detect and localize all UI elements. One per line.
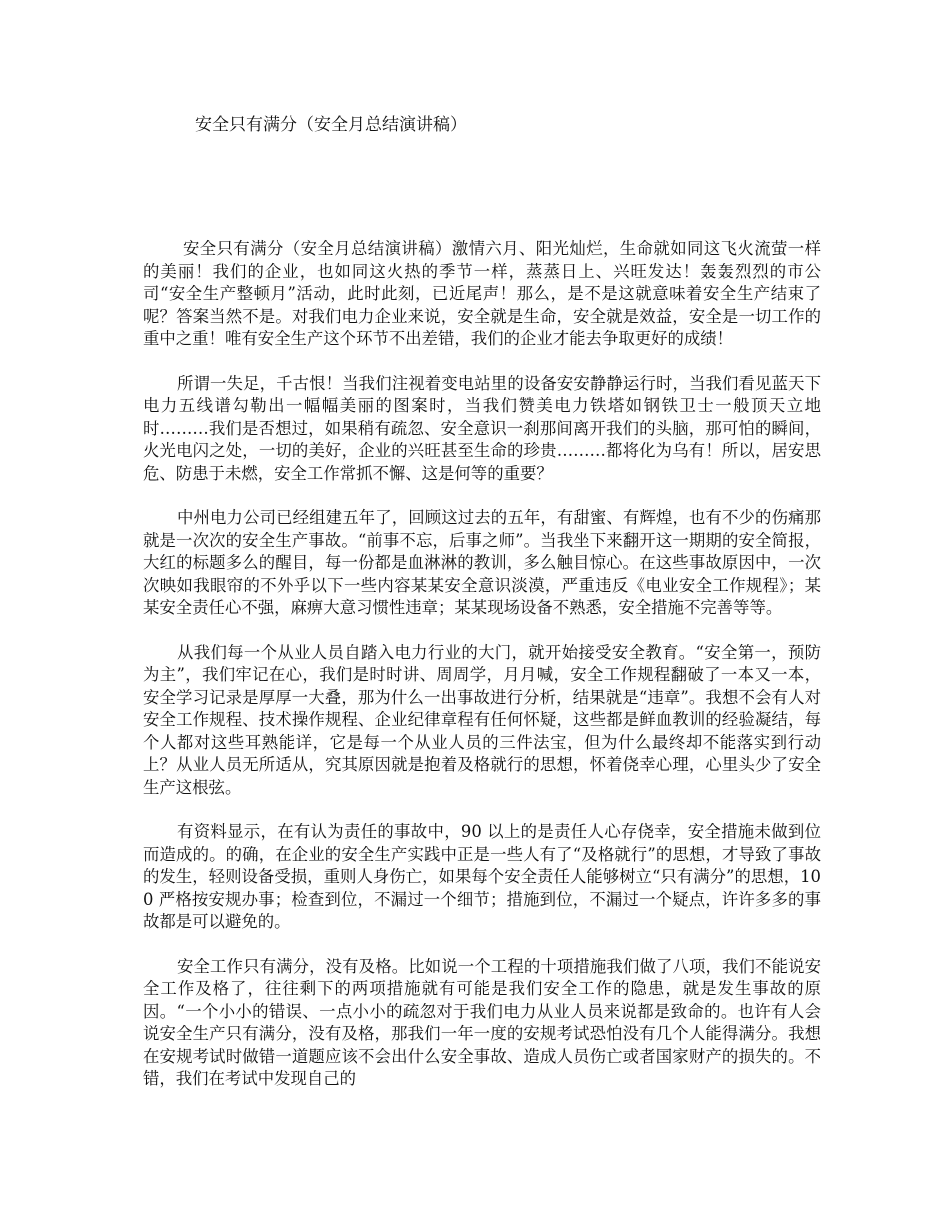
- paragraph: 中州电力公司已经组建五年了，回顾这过去的五年，有甜蜜、有辉煌，也有不少的伤痛那就是一次次的安全生产事故。“前事不忘，后事之师”。当我坐下来翻开这一期期的安全简报，大红的标题多么的醒目，每一份都是血淋淋的教训，多么触目惊心。在这些事故原因中，一次次映如我眼帘的不外乎以下一些内容某某安全意识淡漠，严重违反《电业安全工作规程》；某某安全责任心不强，麻痹大意习惯性违章；某某现场设备不熟悉，安全措施不完善等等。: [143, 508, 821, 617]
- paragraph: 安全只有满分（安全月总结演讲稿）激情六月、阳光灿烂，生命就如同这飞火流萤一样的美丽！我们的企业，也如同这火热的季节一样，蒸蒸日上、兴旺发达！轰轰烈烈的市公司“安全生产整顿月”活动，此时此刻，已近尾声！那么，是不是这就意味着安全生产结束了呢？答案当然不是。对我们电力企业来说，安全就是生命，安全就是效益，安全是一切工作的重中之重！唯有安全生产这个环节不出差错，我们的企业才能去争取更好的成绩！: [143, 239, 821, 348]
- document-body: [143, 238, 821, 1113]
- paragraph: 从我们每一个从业人员自踏入电力行业的大门，就开始接受安全教育。“安全第一，预防为主”，我们牢记在心，我们是时时讲、周周学，月月喊，安全工作规程翻破了一本又一本，安全学习记录是厚厚一大叠，那为什么一出事故进行分析，结果就是“违章”。我想不会有人对安全工作规程、技术操作规程、企业纪律章程有任何怀疑，这些都是鲜血教训的经验凝结，每个人都对这些耳熟能详，它是每一个从业人员的三件法宝，但为什么最终却不能落实到行动上？从业人员无所适从，究其原因就是抱着及格就行的思想，怀着侥幸心理，心里头少了安全生产这根弦。: [143, 642, 821, 797]
- paragraph: 有资料显示，在有认为责任的事故中，90 以上的是责任人心存侥幸，安全措施未做到位而造成的。的确，在企业的安全生产实践中正是一些人有了“及格就行”的思想，才导致了事故的发生，轻则设备受损，重则人身伤亡，如果每个安全责任人能够树立“只有满分”的思想，100 严格按安规办事；检查到位，不漏过一个细节；措施到位，不漏过一个疑点，许许多多的事故都是可以避免的。: [143, 822, 821, 931]
- paragraph: 所谓一失足，千古恨！当我们注视着变电站里的设备安安静静运行时，当我们看见蓝天下电力五线谱勾勒出一幅幅美丽的图案时，当我们赞美电力铁塔如钢铁卫士一般顶天立地时………我们是否想过，如果稍有疏忽、安全意识一刹那间离开我们的头脑，那可怕的瞬间，火光电闪之处，一切的美好，企业的兴旺甚至生命的珍贵………都将化为乌有！所以，居安思危、防患于未燃，安全工作常抓不懈、这是何等的重要？: [143, 373, 821, 483]
- paragraph: 安全工作只有满分，没有及格。比如说一个工程的十项措施我们做了八项，我们不能说安全工作及格了，往往剩下的两项措施就有可能是我们安全工作的隐患，就是发生事故的原因。“一个小小的错误、一点小小的疏忽对于我们电力从业人员来说都是致命的。也许有人会说安全生产只有满分，没有及格，那我们一年一度的安规考试恐怕没有几个人能得满分。我想在安规考试时做错一道题应该不会出什么安全事故、造成人员伤亡或者国家财产的损失的。不错，我们在考试中发现自己的: [143, 956, 821, 1088]
- document-title: 安全只有满分（安全月总结演讲稿）: [195, 115, 467, 135]
